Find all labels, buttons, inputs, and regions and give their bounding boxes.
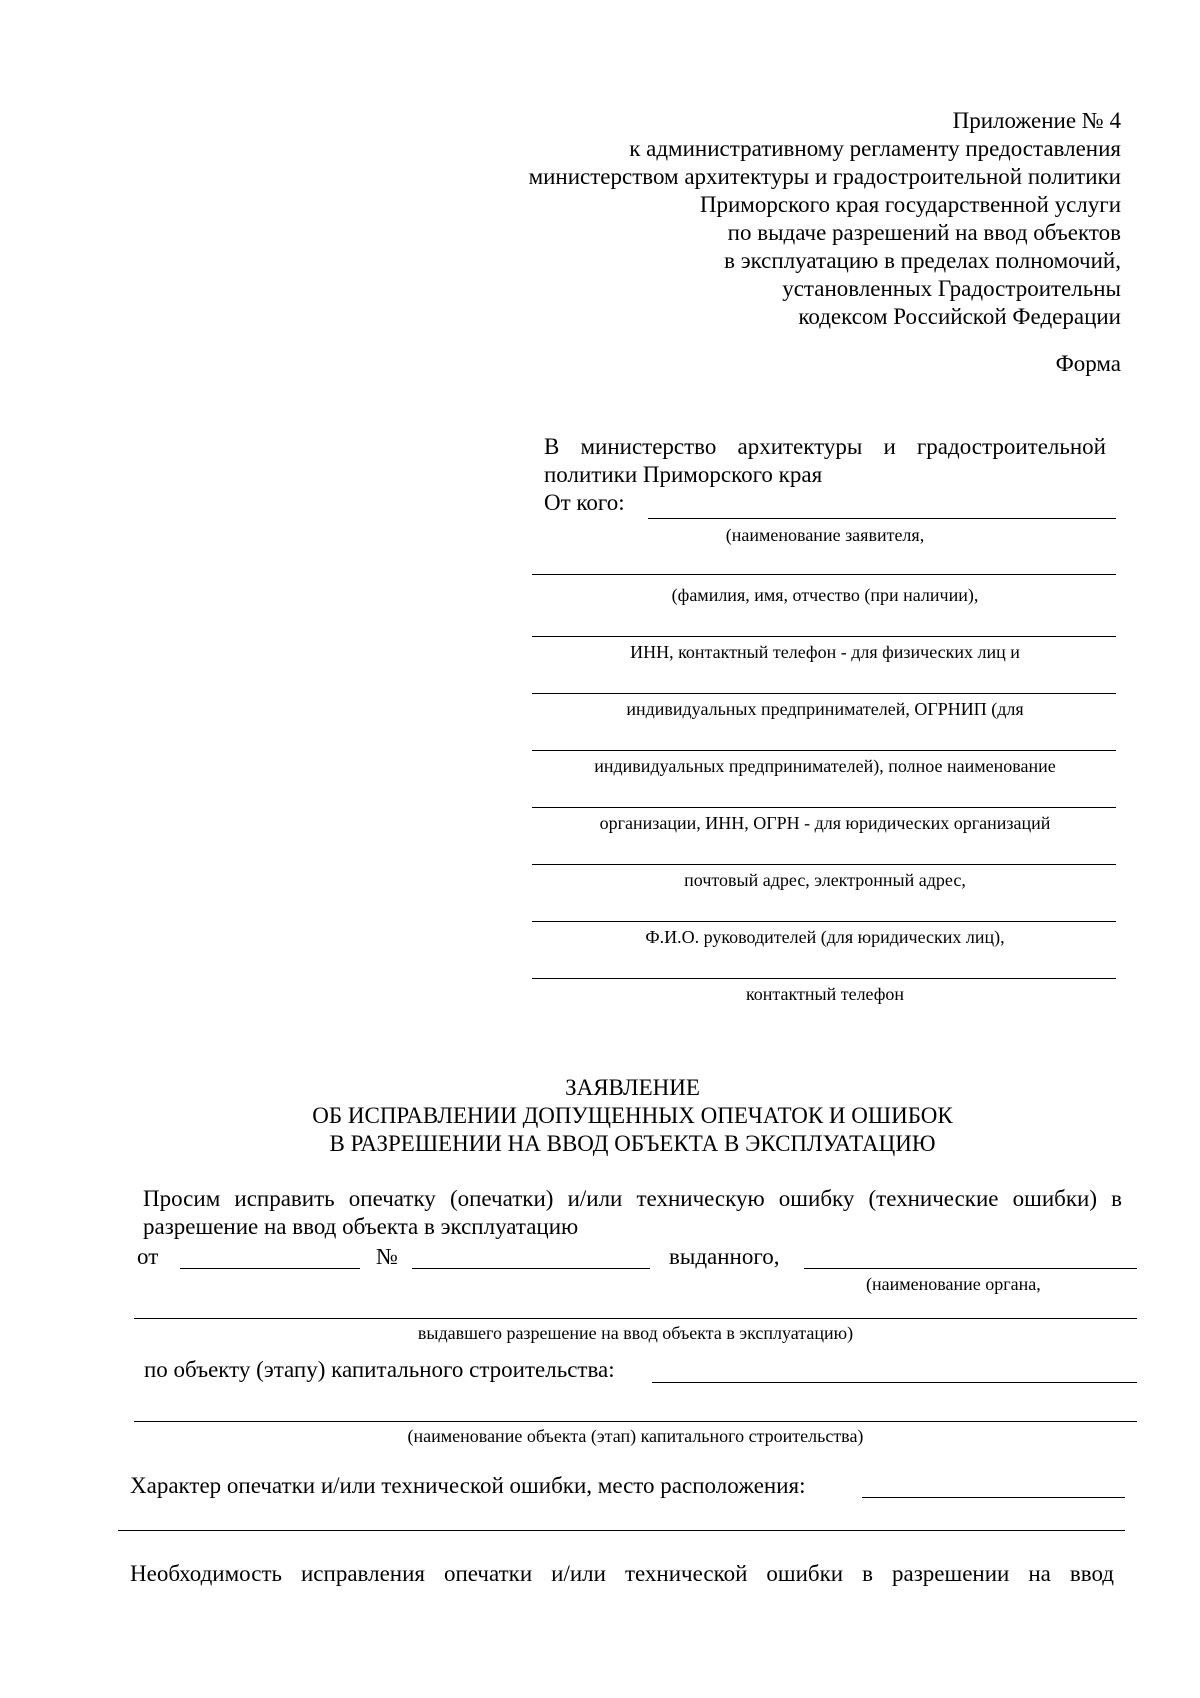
applicant-hint-2: (фамилия, имя, отчество (при наличии),	[671, 585, 979, 605]
nature-field-2[interactable]	[118, 1530, 1125, 1531]
appendix-line-6: установленных Градостроительны	[782, 276, 1121, 301]
appendix-line-1: к административному регламенту предоставления	[629, 136, 1121, 161]
applicant-hint-5: индивидуальных предпринимателей), полное наименование	[594, 756, 1056, 776]
request-line-2: разрешение на ввод объекта в эксплуатацию	[143, 1214, 579, 1239]
title-line-2: ОБ ИСПРАВЛЕНИИ ДОПУЩЕННЫХ ОПЕЧАТОК И ОШИБОК	[312, 1103, 953, 1128]
issuing-authority-field[interactable]	[804, 1268, 1137, 1269]
addressee-line-1: В министерство архитектуры и градостроительной	[544, 434, 1106, 459]
title-line-1: ЗАЯВЛЕНИЕ	[565, 1075, 700, 1100]
from-label: От кого:	[544, 490, 625, 515]
applicant-hint-8: Ф.И.О. руководителей (для юридических лиц),	[645, 927, 1005, 947]
applicant-ogrnip-field[interactable]	[532, 750, 1116, 751]
object-hint: (наименование объекта (этап) капитального строительства)	[407, 1426, 864, 1446]
applicant-name-field[interactable]	[648, 518, 1116, 519]
applicant-hint-1: (наименование заявителя,	[725, 525, 925, 545]
object-field[interactable]	[652, 1382, 1137, 1383]
applicant-hint-9: контактный телефон	[745, 984, 905, 1004]
applicant-phone-field[interactable]	[532, 978, 1116, 979]
applicant-inn-field[interactable]	[532, 636, 1116, 637]
necessity-line: Необходимость исправления опечатки и/или технической ошибки в разрешении на ввод	[130, 1561, 1114, 1586]
from-date-label: от	[137, 1244, 159, 1269]
appendix-line-7: кодексом Российской Федерации	[798, 304, 1121, 329]
appendix-line-2: министерством архитектуры и градостроительной политики	[528, 164, 1121, 189]
form-label: Форма	[1055, 351, 1121, 376]
applicant-fio-field[interactable]	[532, 574, 1116, 575]
request-line-1: Просим исправить опечатку (опечатки) и/или техническую ошибку (технические ошибки) в	[143, 1186, 1122, 1211]
appendix-title: Приложение № 4	[952, 108, 1121, 133]
authority-hint-1: (наименование органа,	[866, 1274, 1041, 1294]
title-line-3: В РАЗРЕШЕНИИ НА ВВОД ОБЪЕКТА В ЭКСПЛУАТАЦИЮ	[329, 1131, 936, 1156]
addressee-line-2: политики Приморского края	[544, 462, 823, 487]
applicant-ip-field[interactable]	[532, 693, 1116, 694]
permit-number-field[interactable]	[412, 1268, 650, 1269]
appendix-line-5: в эксплуатацию в пределах полномочий,	[724, 248, 1121, 273]
issuing-authority-field-2[interactable]	[134, 1318, 1137, 1319]
applicant-org-field[interactable]	[532, 807, 1116, 808]
nature-field[interactable]	[862, 1497, 1125, 1498]
number-label: №	[376, 1244, 398, 1269]
nature-label: Характер опечатки и/или технической ошибки, место расположения:	[130, 1473, 806, 1498]
appendix-line-3: Приморского края государственной услуги	[699, 192, 1121, 217]
permit-date-field[interactable]	[180, 1268, 360, 1269]
applicant-hint-3: ИНН, контактный телефон - для физических лиц и	[630, 642, 1020, 662]
appendix-line-4: по выдаче разрешений на ввод объектов	[727, 220, 1121, 245]
object-label: по объекту (этапу) капитального строительства:	[144, 1357, 615, 1382]
applicant-head-field[interactable]	[532, 921, 1116, 922]
applicant-address-field[interactable]	[532, 864, 1116, 865]
applicant-hint-7: почтовый адрес, электронный адрес,	[684, 870, 966, 890]
issued-label: выданного,	[669, 1244, 780, 1269]
authority-hint-2: выдавшего разрешение на ввод объекта в эксплуатацию)	[417, 1323, 854, 1343]
object-field-2[interactable]	[134, 1421, 1137, 1422]
applicant-hint-6: организации, ИНН, ОГРН - для юридических организаций	[599, 813, 1051, 833]
applicant-hint-4: индивидуальных предпринимателей, ОГРНИП (для	[626, 699, 1024, 719]
